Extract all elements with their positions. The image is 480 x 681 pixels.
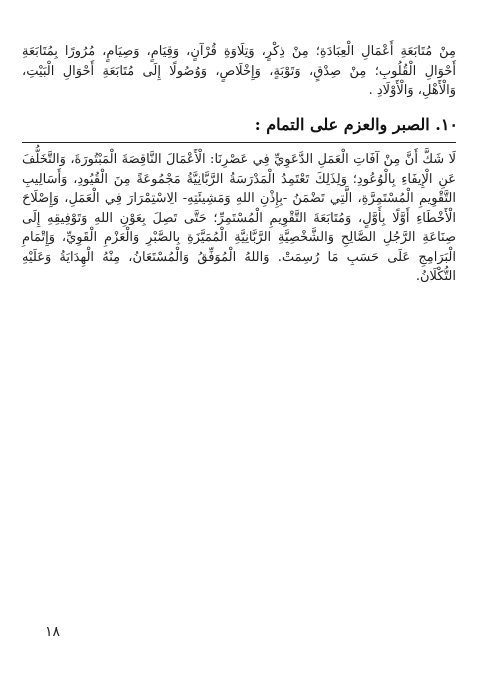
section-heading: ١٠. الصبر والعزم على التمام : — [254, 115, 458, 134]
main-paragraph: لَا شَكَّ أَنَّ مِنْ آفَاتِ الْعَمَلِ الدَّعَوِيِّ فِي عَصْرِنَا: الْأَعْمَالَ النَّاقِصَةَ الْمَبْتُورَةَ، وَالتَّخَلُّفَ عَنِ الْإِيفَاءِ بِالْوُعُودِ؛ وَلِذَلِكَ تَعْتَمِدُ الْمَدْرَسَةُ الرَّبَّانِيَّةُ مَجْمُوعَةً مِنَ الْقُيُودِ، وَأَسَالِيبِ التَّقْوِيمِ الْمُسْتَمِرَّةِ، الَّتِي تَضْمَنُ -بِإِذْنِ اللهِ وَمَشِيئَتِهِ- الِاسْتِمْرَارَ فِي الْعَمَلِ، وَإِصْلَاحَ الْأَخْطَاءِ أَوَّلًا بِأَوَّلٍ، وَمُتَابَعَةَ التَّقْوِيمِ الْمُسْتَمِرِّ؛ حَتَّى تَصِلَ بِعَوْنِ اللهِ وَتَوْفِيقِهِ إِلَى صِنَاعَةِ الرَّجُلِ الصَّالِحِ وَالشَّخْصِيَّةِ الرَّبَّانِيَّةِ الْمُمَيَّزَةِ بِالصَّبْرِ وَالْعَزْمِ الْقَوِيِّ، وَإِتْمَامِ الْبَرَامِجِ عَلَى حَسَبِ مَا رُسِمَتْ. وَاللهُ الْمُوَفِّقُ وَالْمُسْتَعَانُ، مِنْهُ الْهِدَايَةُ وَعَلَيْهِ التُّكْلَانُ. — [22, 152, 456, 284]
page-number: ١٨ — [45, 624, 61, 640]
heading-underline — [22, 142, 456, 143]
intro-paragraph: مِنْ مُتَابَعَةِ أَعْمَالِ الْعِبَادَةِ؛ مِنْ ذِكْرٍ، وَتِلَاوَةِ قُرْآنٍ، وَقِيَامٍ، وَصِيَامٍ، مُرُورًا بِمُتَابَعَةِ أَحْوَالِ الْقُلُوبِ؛ مِنْ صِدْقٍ، وَتَوْبَةٍ، وَإِخْلَاصٍ، وَوُصُولًا إِلَى مُتَابَعَةِ أَحْوَالِ الْبَيْتِ، وَالْأَهْلِ، وَالْأَوْلَادِ . — [22, 44, 456, 98]
